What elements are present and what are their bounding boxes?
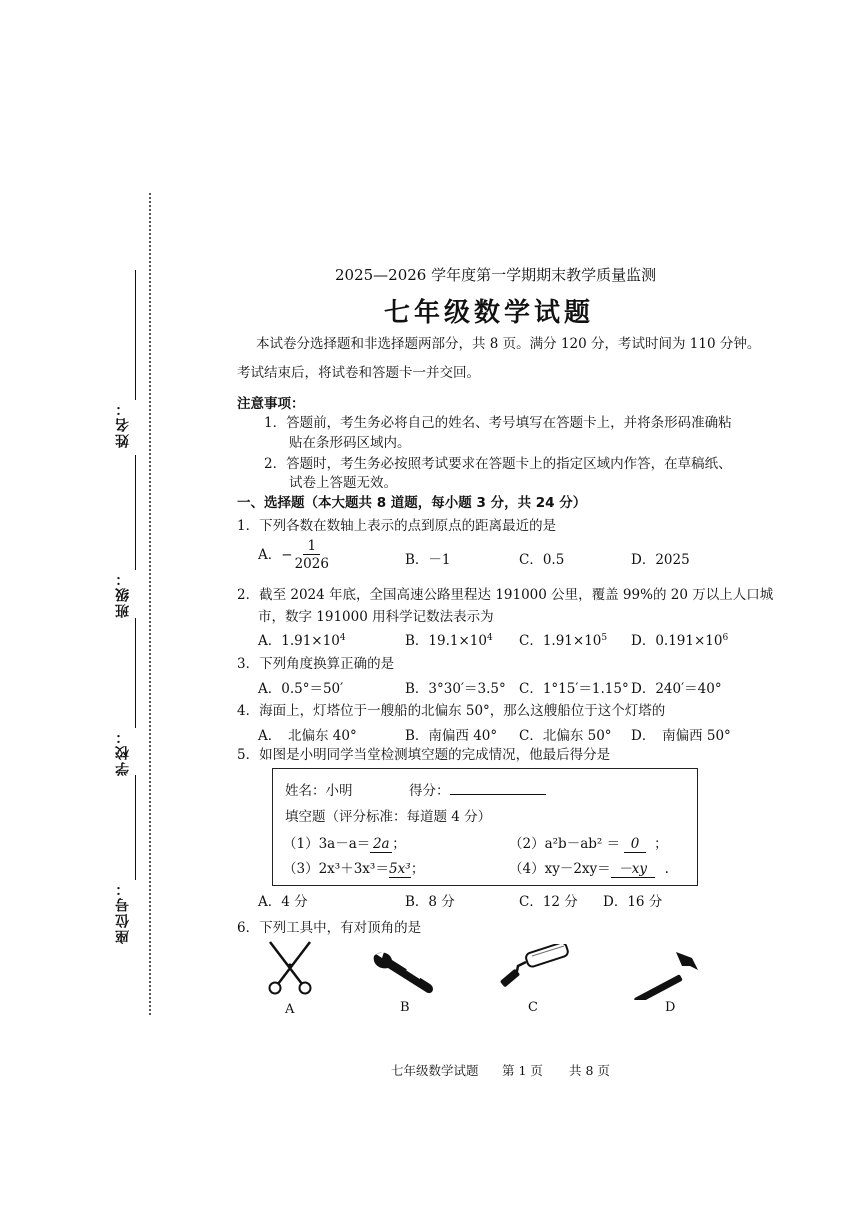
seat-field <box>95 775 145 944</box>
q1-fraction-denominator: 2026 <box>294 556 329 572</box>
q2-option-a-exponent: 4 <box>339 633 346 643</box>
q1-option-a-label: A． <box>258 547 282 563</box>
q1-option-d: D．2025 <box>631 552 690 568</box>
q2-option-a-base: A．1.91×10 <box>258 633 340 649</box>
q1-fraction-numerator: 1 <box>303 538 320 555</box>
binding-dotted-line <box>149 193 151 1015</box>
q3-stem: 3．下列角度换算正确的是 <box>237 656 395 672</box>
card-item-2-answer: 0 <box>624 836 646 853</box>
q3-option-b: B．3°30′＝3.5° <box>405 681 506 697</box>
intro-line-1: 本试卷分选择题和非选择题两部分，共 8 页。满分 120 分，考试时间为 110 分钟。 <box>256 336 761 352</box>
q6-label-c: C <box>528 1000 538 1015</box>
q1-option-a <box>258 538 329 573</box>
scissors-icon <box>262 940 318 998</box>
card-item-2-punct: ； <box>654 836 668 852</box>
hammer-icon <box>630 948 700 1000</box>
card-score-blank <box>450 782 546 795</box>
footer-total-pages: 共 8 页 <box>569 1063 610 1078</box>
card-item-4-expression: （4）xy－2xy＝ <box>509 861 611 877</box>
q2-option-c-exponent: 5 <box>601 633 608 643</box>
q5-option-d: D．16 分 <box>603 894 663 910</box>
section-1-heading: 一、选择题（本大题共 8 道题，每小题 3 分，共 24 分） <box>237 495 587 511</box>
q3-option-c: C．1°15′＝1.15° <box>519 681 629 697</box>
school-field-line <box>135 618 136 728</box>
card-subtitle: 填空题（评分标准：每道题 4 分） <box>285 809 492 825</box>
q4-stem: 4．海面上，灯塔位于一艘船的北偏东 50°，那么这艘船位于这个灯塔的 <box>237 703 666 719</box>
q3-option-a: A．0.5°＝50′ <box>258 681 344 697</box>
q5-answer-card <box>272 768 698 886</box>
paint-roller-icon <box>496 944 570 998</box>
card-item-1-answer: 2a <box>370 836 392 853</box>
seat-field-label: 座位号： <box>115 880 131 944</box>
school-field <box>95 618 145 776</box>
card-item-2-expression: （2）a²b－ab² ＝ <box>509 836 621 852</box>
card-item-1-punct: ； <box>392 836 406 852</box>
card-item-3-punct: ； <box>410 861 425 877</box>
q2-option-b-exponent: 4 <box>486 633 493 643</box>
q6-label-b: B <box>400 1000 410 1015</box>
card-item-1-expression: （1）3a－a＝ <box>283 836 371 852</box>
q6-label-a: A <box>285 1002 295 1017</box>
card-item-2 <box>509 832 668 853</box>
q2-option-d <box>631 629 728 649</box>
note-1-line-2: 贴在条形码区域内。 <box>289 435 411 451</box>
card-item-3-answer: 5x³ <box>389 861 411 877</box>
q2-stem-line-2: 市，数字 191000 用科学记数法表示为 <box>258 609 494 625</box>
exam-title: 七年级数学试题 <box>384 298 595 328</box>
card-student-name: 姓名：小明 <box>285 783 353 799</box>
card-item-1 <box>283 832 406 853</box>
q1-stem: 1．下列各数在数轴上表示的点到原点的距离最近的是 <box>237 518 557 534</box>
q2-option-c-base: C．1.91×10 <box>519 633 602 649</box>
q4-option-b: B．南偏西 40° <box>405 728 498 744</box>
q2-option-d-exponent: 6 <box>722 633 729 643</box>
intro-line-2: 考试结束后，将试卷和答题卡一并交回。 <box>237 365 480 381</box>
name-field-label: 姓名： <box>115 400 131 448</box>
q5-option-b: B．8 分 <box>405 894 455 910</box>
footer-title: 七年级数学试题 <box>391 1063 479 1078</box>
note-1-line-1: 1．答题前，考生务必将自己的姓名、考号填写在答题卡上，并将条形码准确粘 <box>264 415 732 431</box>
exam-subtitle: 2025—2026 学年度第一学期期末教学质量监测 <box>335 266 657 284</box>
card-score-label: 得分： <box>409 783 450 799</box>
class-field-line <box>135 455 136 570</box>
wrench-icon <box>370 948 440 998</box>
q2-option-b-base: B．19.1×10 <box>405 633 487 649</box>
q2-option-d-base: D．0.191×10 <box>631 633 723 649</box>
q1-option-a-fraction <box>295 538 329 573</box>
q3-option-d: D．240′＝40° <box>631 681 722 697</box>
card-item-4-punct: . <box>664 861 669 877</box>
name-field <box>95 270 145 448</box>
q6-label-d: D <box>665 1000 676 1015</box>
notes-heading: 注意事项： <box>237 396 305 412</box>
q5-stem: 5．如图是小明同学当堂检测填空题的完成情况，他最后得分是 <box>237 747 611 763</box>
q2-option-c <box>519 629 607 649</box>
school-field-label: 学校： <box>115 728 131 776</box>
q1-option-c: C．0.5 <box>519 552 565 568</box>
q1-option-b: B．－1 <box>405 552 451 568</box>
footer-page-number: 第 1 页 <box>502 1063 543 1078</box>
q4-option-c: C．北偏东 50° <box>519 728 612 744</box>
q2-stem-line-1: 2．截至 2024 年底，全国高速公路里程达 191000 公里，覆盖 99%的 20 万以上人口城 <box>237 587 774 603</box>
seat-field-line <box>135 775 136 880</box>
note-2-line-1: 2．答题时，考生务必按照考试要求在答题卡上的指定区域内作答，在草稿纸、 <box>264 456 732 472</box>
q6-stem: 6．下列工具中，有对顶角的是 <box>237 920 422 936</box>
q4-option-d: D． 南偏西 50° <box>631 728 731 744</box>
card-item-3-expression: （3）2x³＋3x³＝ <box>283 861 389 877</box>
q5-option-c: C．12 分 <box>519 894 578 910</box>
q2-option-b <box>405 629 493 649</box>
class-field <box>95 455 145 618</box>
q5-option-a: A．4 分 <box>258 894 308 910</box>
card-item-4-answer: －xy <box>611 857 655 878</box>
q1-option-a-sign: − <box>281 547 293 563</box>
class-field-label: 班级： <box>115 570 131 618</box>
card-item-3 <box>283 857 424 878</box>
name-field-line <box>135 270 136 400</box>
card-score <box>409 779 546 799</box>
note-2-line-2: 试卷上答题无效。 <box>289 475 397 491</box>
card-item-4 <box>509 857 669 878</box>
q2-option-a <box>258 629 346 649</box>
q4-option-a: A． 北偏东 40° <box>258 728 357 744</box>
